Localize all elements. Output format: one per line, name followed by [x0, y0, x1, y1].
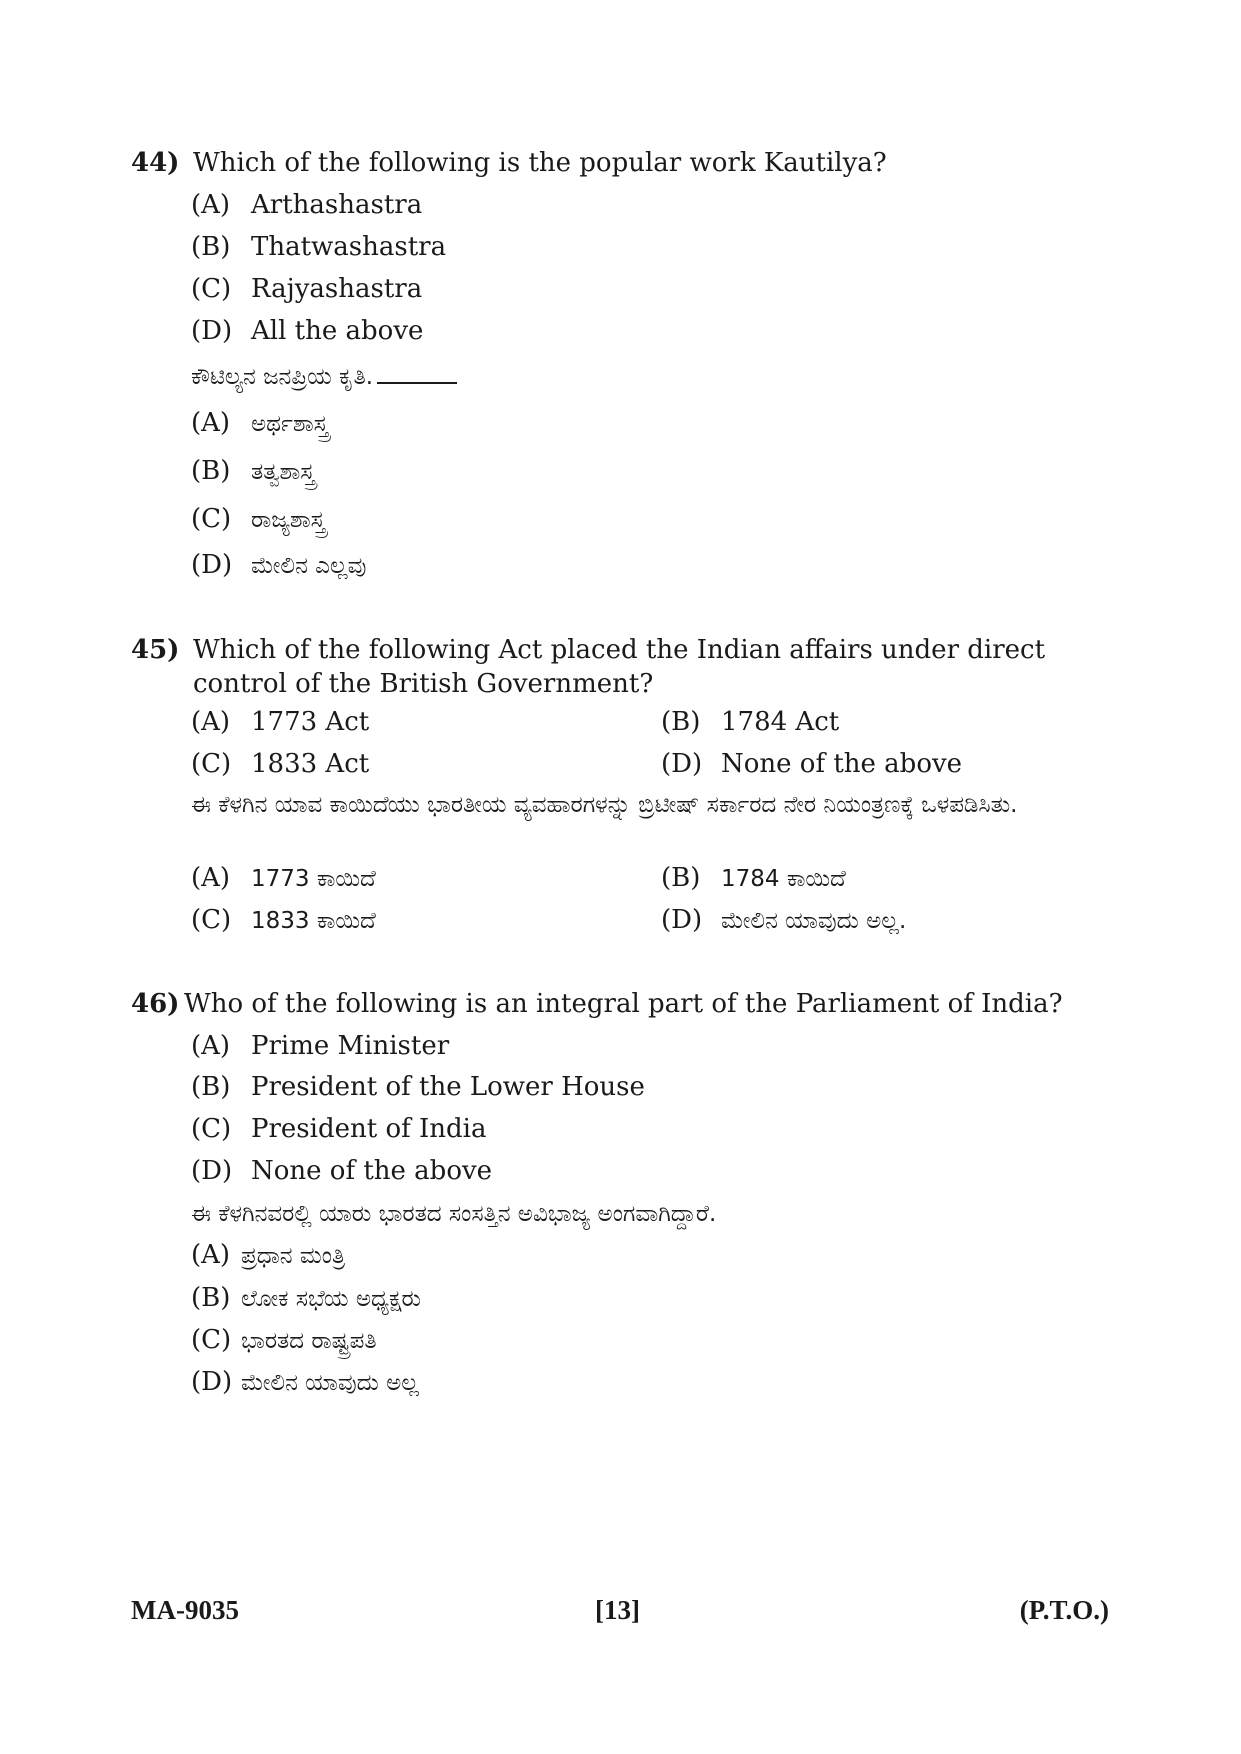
- kannada-option-d: (D) ಮೇಲಿನ ಯಾವುದು ಅಲ್ಲ: [191, 1367, 419, 1397]
- question-number: 45): [131, 635, 180, 665]
- kannada-option-a: (A) ಪ್ರಧಾನ ಮಂತ್ರಿ: [191, 1240, 346, 1270]
- question-text: Which of the following Act placed the Indian affairs under direct control of the British Government?: [193, 635, 1046, 699]
- answer-blank: [377, 382, 457, 384]
- option-b: (B) Thatwashastra: [191, 232, 447, 262]
- question-text: Which of the following is the popular work Kautilya?: [193, 148, 887, 178]
- question-45: [131, 633, 1121, 701]
- kannada-option-c: (C) ಭಾರತದ ರಾಷ್ಟ್ರಪತಿ: [191, 1325, 377, 1355]
- kannada-option-c: (C) 1833 ಕಾಯಿದೆ: [191, 905, 376, 935]
- option-c: (C) 1833 Act: [191, 749, 370, 779]
- page-number: [13]: [595, 1595, 640, 1625]
- option-d: (D) All the above: [191, 316, 424, 346]
- kannada-question-text: ಕೌಟಿಲ್ಯನ ಜನಪ್ರಿಯ ಕೃತಿ.: [191, 360, 457, 394]
- question-46: [131, 987, 1121, 1021]
- question-text: Who of the following is an integral part of the Parliament of India?: [184, 989, 1063, 1019]
- pto-label: (P.T.O.): [1019, 1595, 1109, 1625]
- kannada-option-c: (C) ರಾಜ್ಯಶಾಸ್ತ್ರ: [191, 504, 326, 534]
- option-b: (B) President of the Lower House: [191, 1072, 645, 1102]
- kannada-option-d: (D) ಮೇಲಿನ ಎಲ್ಲವು: [191, 550, 367, 580]
- kannada-option-a: (A) 1773 ಕಾಯಿದೆ: [191, 863, 376, 893]
- option-a: (A) Arthashastra: [191, 190, 423, 220]
- kannada-option-d: (D) ಮೇಲಿನ ಯಾವುದು ಅಲ್ಲ.: [661, 905, 907, 935]
- kannada-option-a: (A) ಅರ್ಥಶಾಸ್ತ್ರ: [191, 408, 329, 438]
- kannada-option-b: (B) ತತ್ವಶಾಸ್ತ್ರ: [191, 456, 316, 486]
- option-d: (D) None of the above: [191, 1156, 493, 1186]
- paper-code: MA-9035: [131, 1595, 239, 1625]
- option-a: (A) Prime Minister: [191, 1031, 450, 1061]
- option-b: (B) 1784 Act: [661, 707, 840, 737]
- question-number: 44): [131, 148, 180, 178]
- kannada-question-text: ಈ ಕೆಳಗಿನ ಯಾವ ಕಾಯಿದೆಯು ಭಾರತೀಯ ವ್ಯವಹಾರಗಳನ್ನು ಬ್ರಿಟೀಷ್ ಸರ್ಕಾರದ ನೇರ ನಿಯಂತ್ರಣಕ್ಕೆ ಒಳಪಡಿಸಿತು.: [191, 792, 1018, 818]
- option-c: (C) President of India: [191, 1114, 487, 1144]
- option-c: (C) Rajyashastra: [191, 274, 423, 304]
- kannada-option-b: (B) 1784 ಕಾಯಿದೆ: [661, 863, 846, 893]
- option-a: (A) 1773 Act: [191, 707, 370, 737]
- kannada-option-b: (B) ಲೋಕ ಸಭೆಯ ಅಧ್ಯಕ್ಷರು: [191, 1283, 421, 1313]
- question-number: 46): [131, 989, 180, 1019]
- kannada-question-text: ಈ ಕೆಳಗಿನವರಲ್ಲಿ ಯಾರು ಭಾರತದ ಸಂಸತ್ತಿನ ಅವಿಭಾಜ್ಯ ಅಂಗವಾಗಿದ್ದಾರೆ.: [191, 1201, 717, 1227]
- question-44: [131, 146, 1121, 180]
- option-d: (D) None of the above: [661, 749, 963, 779]
